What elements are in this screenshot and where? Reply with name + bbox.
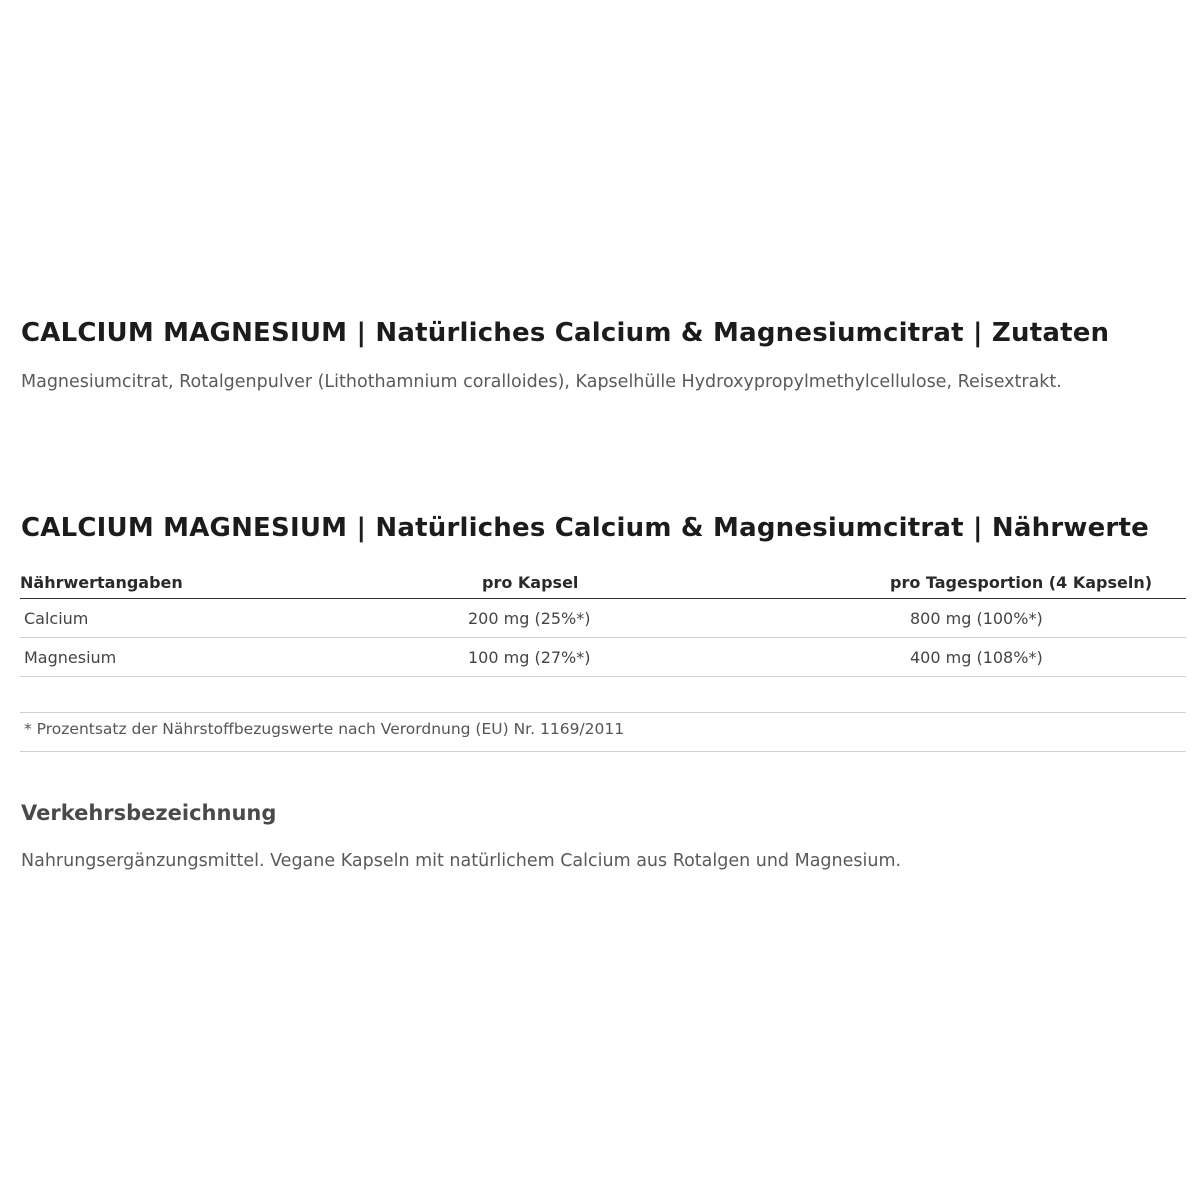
header-per-daily-portion: pro Tagesportion (4 Kapseln) (882, 566, 1186, 599)
per-capsule-value: 100 mg (27%*) (444, 638, 882, 677)
per-daily-value: 800 mg (100%*) (882, 599, 1186, 638)
designation-text: Nahrungsergänzungsmittel. Vegane Kapseln mit natürlichem Calcium aus Rotalgen und Magnesium. (21, 851, 902, 871)
nutrition-heading: CALCIUM MAGNESIUM | Natürliches Calcium & Magnesiumcitrat | Nährwerte (21, 513, 1149, 543)
nutrition-table (20, 566, 1186, 677)
per-daily-value: 400 mg (108%*) (882, 638, 1186, 677)
ingredients-heading: CALCIUM MAGNESIUM | Natürliches Calcium & Magnesiumcitrat | Zutaten (21, 318, 1110, 348)
designation-heading: Verkehrsbezeichnung (21, 801, 277, 825)
header-nutrient: Nährwertangaben (20, 566, 444, 599)
ingredients-text: Magnesiumcitrat, Rotalgenpulver (Lithothamnium coralloides), Kapselhülle Hydroxypropylmethylcellulose, Reisextrakt. (21, 372, 1062, 392)
per-capsule-value: 200 mg (25%*) (444, 599, 882, 638)
nutrition-footnote: * Prozentsatz der Nährstoffbezugswerte nach Verordnung (EU) Nr. 1169/2011 (24, 720, 625, 738)
table-row (20, 638, 1186, 677)
footnote-top-divider (20, 712, 1186, 713)
header-per-capsule: pro Kapsel (444, 566, 882, 599)
nutrition-table-header-row (20, 566, 1186, 599)
footnote-bottom-divider (20, 751, 1186, 752)
table-row (20, 599, 1186, 638)
nutrient-name: Magnesium (20, 638, 444, 677)
nutrient-name: Calcium (20, 599, 444, 638)
